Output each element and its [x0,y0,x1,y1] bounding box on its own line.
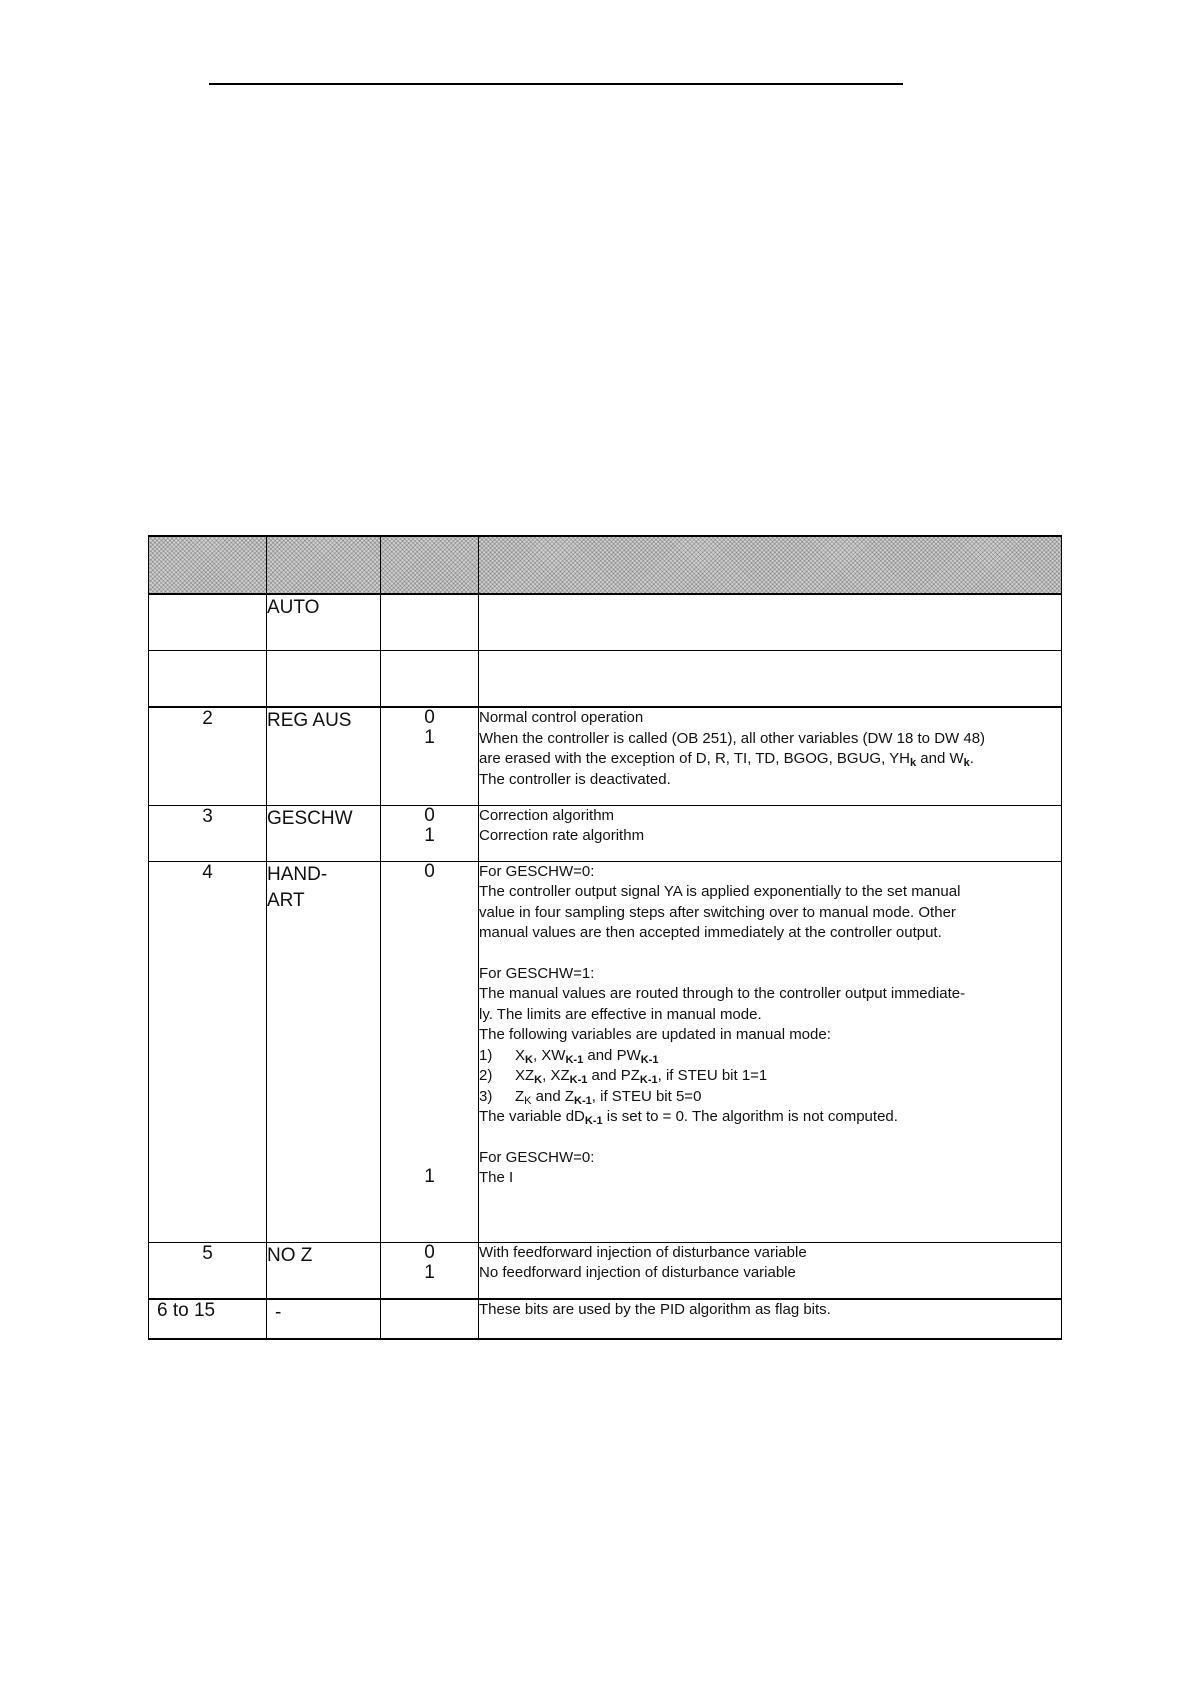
desc-line: value in four sampling steps after switching over to manual mode. Other [479,903,956,921]
desc-line: The controller output signal YA is applied exponentially to the set manual [479,883,961,900]
table-row-noz [149,1242,1062,1299]
desc-line: For GESCHW=1: [479,964,595,982]
signal-cell [381,707,479,805]
header-cell-name [267,536,381,594]
bit-name-line: HAND- [267,863,328,885]
table-row-empty [149,650,1062,707]
description [479,1242,1062,1299]
paragraph-gap [479,1128,1061,1148]
description [479,861,1062,1242]
table-header-row [149,536,1062,594]
list-item: 3) $Z_K$ and $Z_{K-1}$, if STEU bit 5=0 [479,1087,702,1107]
description [479,707,1062,805]
bit-name [267,861,381,1242]
desc-line: For GESCHW=0: [479,1148,595,1166]
desc-line: These bits are used by the PID algorithm as flag bits. [479,1301,831,1318]
signal-cell [381,805,479,861]
signal-cell [381,650,479,707]
desc-line: For GESCHW=0: [479,862,595,880]
desc-line: manual values are then accepted immediately at the controller output. [479,924,942,941]
signal-cell [381,1242,479,1299]
bit-name: NO Z [267,1242,381,1299]
desc-line: The following variables are updated in manual mode: [479,1026,831,1043]
bit-name-auto: AUTO [267,597,320,618]
bit-cell [149,594,267,650]
header-cell-meaning [479,536,1062,594]
bit-name: REG AUS [267,707,381,805]
signal-0: 0 [424,707,435,728]
signal-0: 0 [424,860,435,882]
table-row-reg-aus [149,707,1062,805]
desc-line: Correction rate algorithm [479,827,645,844]
bit-name: GESCHW [267,805,381,861]
signal-1: 1 [424,727,435,748]
desc-line: The manual values are routed through to the controller output immediate- [479,985,966,1002]
desc-line: The controller is deactivated. [479,770,671,788]
bit-number: 5 [149,1242,267,1299]
description [479,805,1062,861]
header-cell-bit [149,536,267,594]
desc-line: Normal control operation [479,709,644,726]
signal-1: 1 [424,824,435,846]
bit-cell [149,650,267,707]
bit-number: 6 to 15 [149,1299,267,1339]
bit-name-line: ART [267,889,305,911]
table-row-handart [149,861,1062,1242]
signal-cell [381,861,479,1242]
desc-cell [479,594,1062,650]
desc-cell [479,650,1062,707]
bits-table [148,535,1062,1340]
signal-0: 0 [424,1241,435,1263]
signal-1: 1 [424,1165,435,1187]
desc-line: The I [479,1169,514,1186]
table-row-auto [149,594,1062,650]
bit-number: 4 [149,861,267,1242]
signal-1: 1 [424,1261,435,1283]
bit-number: 2 [149,707,267,805]
desc-line: When the controller is called (OB 251), all other variables (DW 18 to DW 48) [479,729,986,747]
header-cell-signal [381,536,479,594]
top-rule [209,83,903,85]
name-cell [267,594,381,650]
desc-line: are erased with the exception of D, R, TI, TD, BGOG, BGUG, $YH_k$ and $W_k$. [479,750,974,769]
name-cell [267,650,381,707]
desc-line: The variable $dD_{K-1}$ is set to = 0. The algorithm is not computed. [479,1108,898,1127]
desc-line: Correction algorithm [479,806,615,824]
desc-line: With feedforward injection of disturbance variable [479,1243,807,1261]
signal-cell [381,1299,479,1339]
table-row-geschw [149,805,1062,861]
paragraph-gap [479,944,1061,964]
bit-name: - [267,1299,381,1339]
desc-line: ly. The limits are effective in manual mode. [479,1005,762,1023]
list-item: 1) $X_K$, $XW_{K-1}$ and $PW_{K-1}$ [479,1046,659,1066]
list-item: 2) $XZ_K$, $XZ_{K-1}$ and $PZ_{K-1}$, if STEU bit 1=1 [479,1067,768,1086]
signal-cell [381,594,479,650]
signal-0: 0 [424,804,435,826]
table-row-flags [149,1299,1062,1339]
desc-line: No feedforward injection of disturbance variable [479,1264,796,1281]
description [479,1299,1062,1339]
control-bits-table [148,535,1061,1340]
bit-number: 3 [149,805,267,861]
